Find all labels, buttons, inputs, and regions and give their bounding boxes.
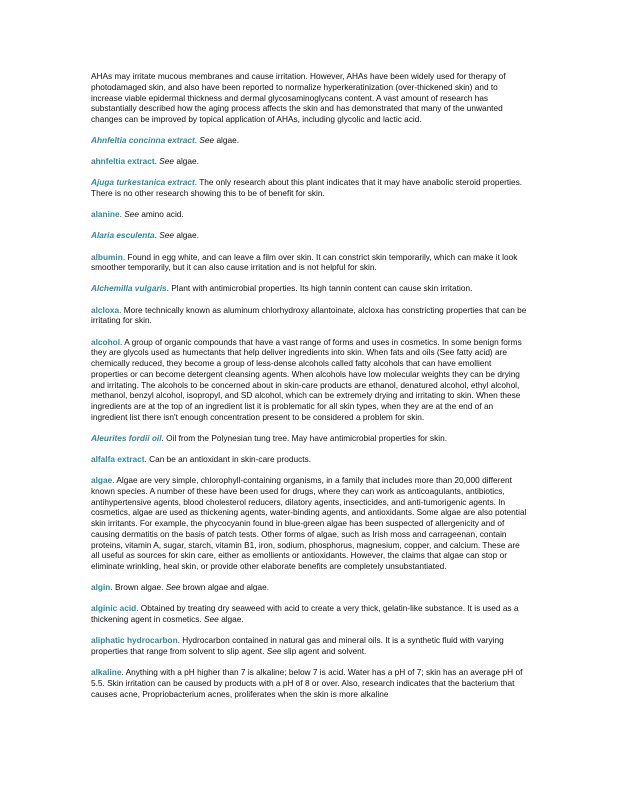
glossary-entry: Alchemilla vulgaris. Plant with antimicrobial properties. Its high tannin content can cause skin irritation.	[91, 283, 473, 294]
entry-term: aliphatic hydrocarbon	[91, 635, 178, 646]
glossary-entry: alcloxa. More technically known as aluminum chlorhydroxy allantoinate, alcloxa has constricting properties that can be irritating for skin.	[91, 304, 527, 326]
entry-term: alanine	[91, 209, 120, 220]
entry-term: ahnfeltia extract	[91, 156, 155, 167]
glossary-entry: alfalfa extract. Can be an antioxidant in skin-care products.	[91, 454, 311, 465]
entry-term: Alchemilla vulgaris	[91, 283, 167, 294]
glossary-entry: alginic acid. Obtained by treating dry seaweed with acid to create a very thick, gelatin-like substance. It is used as a thickening agent in cosmetics. See algae.	[91, 603, 519, 625]
entry-term: Ahnfeltia concinna extract	[91, 135, 195, 146]
glossary-entry: Aleurites fordii oil. Oil from the Polynesian tung tree. May have antimicrobial properties for skin.	[91, 432, 447, 443]
entry-term: alfalfa extract	[91, 454, 145, 465]
glossary-entry: albumin. Found in egg white, and can leave a film over skin. It can constrict skin temporarily, which can make it look smoother temporarily, but it can also cause irritation and is not helpful for skin.	[91, 251, 518, 273]
entry-term: Aleurites fordii oil	[91, 432, 162, 443]
entry-term: Ajuga turkestanica extract	[91, 177, 195, 188]
glossary-entry: alanine. See amino acid.	[91, 209, 184, 220]
entry-term: alginic acid	[91, 603, 137, 614]
glossary-entry: alcohol. A group of organic compounds that have a vast range of forms and uses in cosmetics. In some benign forms they are glycols used as humectants that help deliver ingredients into skin. When fats and oils (See fatty acid) are chemically reduced, they become a group of less-dense alcohols called fatty alcohols that can have emollient properties or can become detergent cleansing agents. When alcohols have low molecular weights they can be drying and irritating. The alcohols to be concerned about in skin-care products are ethanol, denatured alcohol, ethyl alcohol, methanol, benzyl alcohol, isopropyl, and SD alcohol, which can be extremely drying and irritating to skin. When these ingredients are at the top of an ingredient list it is problematic for all skin types, when they are at the end of an ingredient list there isn't enough concentration present to be considered a problem for skin.	[91, 336, 522, 422]
glossary-entry: algin. Brown algae. See brown algae and algae.	[91, 582, 270, 593]
glossary-entry: Ahnfeltia concinna extract. See algae.	[91, 135, 240, 146]
document-page	[91, 71, 527, 710]
entry-term: alcloxa	[91, 304, 120, 315]
intro-paragraph: AHAs may irritate mucous membranes and cause irritation. However, AHAs have been widely used for therapy of photodamaged skin, and also have been reported to normalize hyperkeratinization (over-thickened skin) and to increase viable epidermal thickness and dermal glycosaminoglycans content. A vast amount of research has substantially described how the aging process affects the skin and has demonstrated that many of the unwanted changes can be improved by topical application of AHAs, including glycolic and lactic acid.	[91, 71, 506, 124]
entry-term: Alaria esculenta	[91, 230, 155, 241]
glossary-entry: aliphatic hydrocarbon. Hydrocarbon contained in natural gas and mineral oils. It is a synthetic fluid with varying properties that range from solvent to slip agent. See slip agent and solvent.	[91, 635, 504, 657]
entry-term: algin	[91, 582, 111, 593]
glossary-entry: Alaria esculenta. See algae.	[91, 230, 199, 241]
glossary-entry: alkaline. Anything with a pH higher than 7 is alkaline; below 7 is acid. Water has a pH of 7; skin has an average pH of 5.5. Skin irritation can be caused by products with a pH of 8 or over. Also, research indicates that the bacterium that causes acne, Propriobacterium acnes, proliferates when the skin is more alkaline	[91, 667, 523, 699]
glossary-entry: ahnfeltia extract. See algae.	[91, 156, 199, 167]
glossary-entry: Ajuga turkestanica extract. The only research about this plant indicates that it may have anabolic steroid properties. There is no other research showing this to be of benefit for skin.	[91, 177, 523, 199]
entry-term: alkaline	[91, 667, 122, 678]
glossary-entry: algae. Algae are very simple, chlorophyll-containing organisms, in a family that includes more than 20,000 different known species. A number of these have been used for drugs, where they can work as anticoagulants, antibiotics, antihypertensive agents, blood cholesterol reducers, dilatory agents, insecticides, and anti-tumorigenic agents. In cosmetics, algae are used as thickening agents, water-binding agents, and antioxidants. Some algae are also potential skin irritants. For example, the phycocyanin found in blue-green algae has been suspected of allergenicity and of causing dermatitis on the basis of patch tests. Other forms of algae, such as Irish moss and carrageenan, contain proteins, vitamin A, sugar, starch, vitamin B1, iron, sodium, phosphorus, magnesium, copper, and calcium. These are all useful as sources for skin care, either as emollients or antioxidants. However, the claims that algae can stop or eliminate wrinkling, heal skin, or provide other elaborate benefits are completely unsubstantiated.	[91, 475, 527, 572]
entry-term: alcohol	[91, 336, 121, 347]
entry-term: albumin	[91, 251, 123, 262]
entry-term: algae	[91, 475, 113, 486]
